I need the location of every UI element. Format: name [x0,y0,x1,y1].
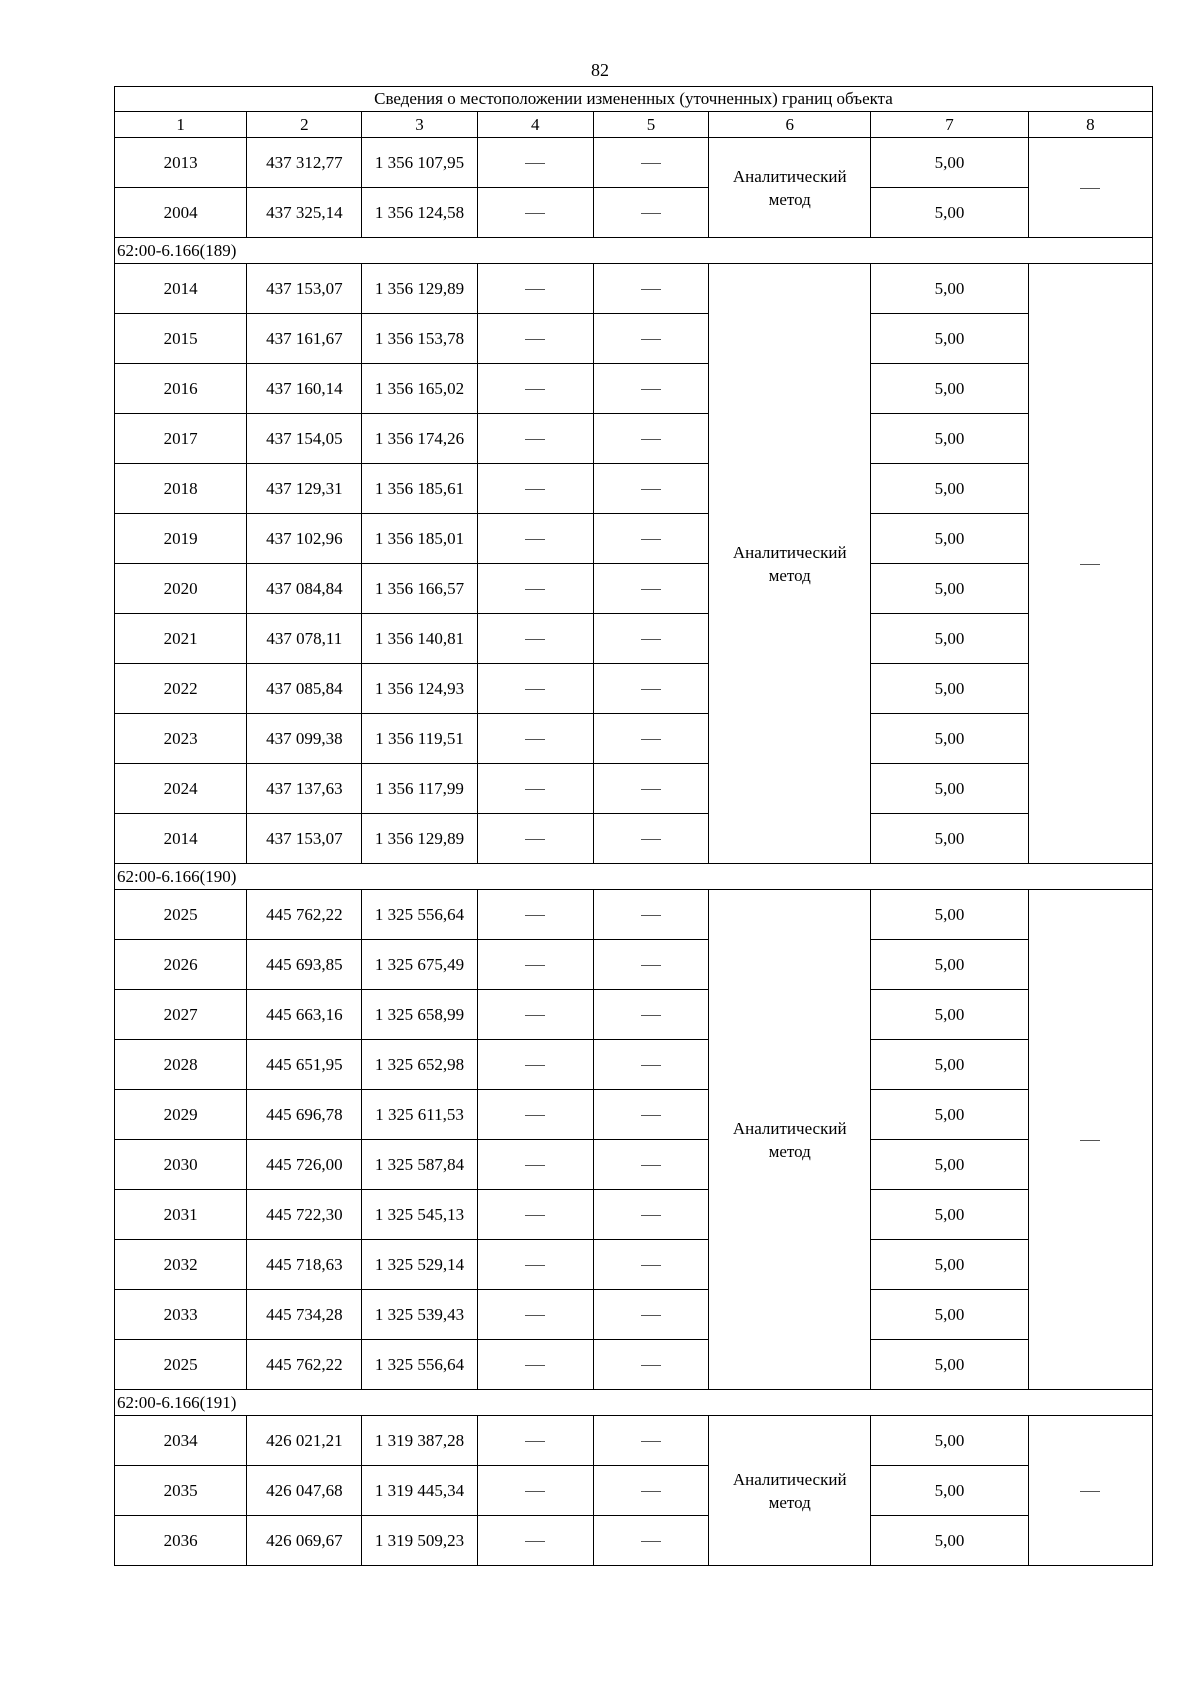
x-coordinate-cell: 437 160,14 [247,364,362,414]
dash [641,739,661,740]
dash [525,289,545,290]
column-number-row [115,112,1153,138]
point-number-cell: 2024 [115,764,247,814]
method-line-2: метод [768,565,811,585]
column-4-cell [477,264,593,314]
dash [525,163,545,164]
dash [525,589,545,590]
column-5-cell [593,890,708,940]
column-5-cell [593,188,708,238]
y-coordinate-cell: 1 356 174,26 [362,414,477,464]
column-5-cell [593,138,708,188]
point-number-cell: 2022 [115,664,247,714]
dash [525,739,545,740]
dash [525,1065,545,1066]
y-coordinate-cell: 1 325 539,43 [362,1290,477,1340]
point-number-cell: 2036 [115,1516,247,1566]
y-coordinate-cell: 1 356 117,99 [362,764,477,814]
x-coordinate-cell: 445 762,22 [247,890,362,940]
column-4-cell [477,614,593,664]
dash [525,639,545,640]
column-5-cell [593,314,708,364]
column-4-cell [477,1140,593,1190]
table-row [115,1190,1153,1240]
column-5-cell [593,1240,708,1290]
point-number-cell: 2031 [115,1190,247,1240]
point-number-cell: 2027 [115,990,247,1040]
x-coordinate-cell: 445 663,16 [247,990,362,1040]
accuracy-cell: 5,00 [871,1466,1028,1516]
dash [525,1165,545,1166]
y-coordinate-cell: 1 319 445,34 [362,1466,477,1516]
dash [641,1365,661,1366]
table-row [115,814,1153,864]
table-row [115,364,1153,414]
column-4-cell [477,664,593,714]
point-number-cell: 2018 [115,464,247,514]
dash [525,1315,545,1316]
table-caption-row [115,87,1153,112]
accuracy-cell: 5,00 [871,990,1028,1040]
boundary-coordinates-table [114,86,1153,1566]
column-4-cell [477,1190,593,1240]
x-coordinate-cell: 437 153,07 [247,264,362,314]
accuracy-cell: 5,00 [871,138,1028,188]
point-number-cell: 2014 [115,264,247,314]
method-line-1: Аналитический [732,166,847,186]
accuracy-cell: 5,00 [871,1416,1028,1466]
table-row [115,414,1153,464]
table-row [115,664,1153,714]
y-coordinate-cell: 1 356 124,58 [362,188,477,238]
x-coordinate-cell: 445 693,85 [247,940,362,990]
accuracy-cell: 5,00 [871,714,1028,764]
dash [641,789,661,790]
dash [525,213,545,214]
table-row [115,764,1153,814]
accuracy-cell: 5,00 [871,1090,1028,1140]
y-coordinate-cell: 1 319 509,23 [362,1516,477,1566]
dash [641,1315,661,1316]
x-coordinate-cell: 437 129,31 [247,464,362,514]
dash [525,1265,545,1266]
y-coordinate-cell: 1 356 129,89 [362,814,477,864]
column-5-cell [593,940,708,990]
table-row [115,890,1153,940]
accuracy-cell: 5,00 [871,1190,1028,1240]
point-number-cell: 2013 [115,138,247,188]
accuracy-cell: 5,00 [871,890,1028,940]
y-coordinate-cell: 1 325 652,98 [362,1040,477,1090]
section-label: 62:00-6.166(190) [115,864,1153,890]
table-row [115,188,1153,238]
x-coordinate-cell: 437 312,77 [247,138,362,188]
point-number-cell: 2019 [115,514,247,564]
accuracy-cell: 5,00 [871,664,1028,714]
accuracy-cell: 5,00 [871,814,1028,864]
dash [525,689,545,690]
method-line-1: Аналитический [732,542,847,562]
dash [641,439,661,440]
accuracy-cell: 5,00 [871,1140,1028,1190]
dash [641,539,661,540]
point-number-cell: 2004 [115,188,247,238]
dash [525,915,545,916]
column-number: 3 [362,112,477,138]
column-4-cell [477,464,593,514]
dash [1080,1140,1100,1141]
accuracy-cell: 5,00 [871,1240,1028,1290]
column-4-cell [477,940,593,990]
y-coordinate-cell: 1 356 140,81 [362,614,477,664]
dash [641,915,661,916]
dash [641,639,661,640]
dash [641,1165,661,1166]
dash [641,1015,661,1016]
column-4-cell [477,714,593,764]
accuracy-cell: 5,00 [871,464,1028,514]
dash [1080,564,1100,565]
section-label-row [115,238,1153,264]
y-coordinate-cell: 1 356 185,61 [362,464,477,514]
column-4-cell [477,814,593,864]
x-coordinate-cell: 445 726,00 [247,1140,362,1190]
column-4-cell [477,890,593,940]
method-line-1: Аналитический [732,1118,847,1138]
column-5-cell [593,1290,708,1340]
dash [525,489,545,490]
dash [641,1441,661,1442]
table-row [115,940,1153,990]
column-number: 4 [477,112,593,138]
accuracy-cell: 5,00 [871,188,1028,238]
y-coordinate-cell: 1 356 129,89 [362,264,477,314]
column-5-cell [593,764,708,814]
section-label-row [115,864,1153,890]
column-5-cell [593,264,708,314]
dash [525,839,545,840]
table-row [115,1040,1153,1090]
dash [641,1265,661,1266]
x-coordinate-cell: 445 718,63 [247,1240,362,1290]
column-5-cell [593,1416,708,1466]
column-5-cell [593,664,708,714]
x-coordinate-cell: 437 154,05 [247,414,362,464]
accuracy-cell: 5,00 [871,940,1028,990]
column-4-cell [477,1516,593,1566]
column-5-cell [593,1516,708,1566]
y-coordinate-cell: 1 325 556,64 [362,890,477,940]
column-4-cell [477,1416,593,1466]
y-coordinate-cell: 1 319 387,28 [362,1416,477,1466]
table-row [115,138,1153,188]
dash [525,1491,545,1492]
y-coordinate-cell: 1 356 107,95 [362,138,477,188]
x-coordinate-cell: 445 722,30 [247,1190,362,1240]
x-coordinate-cell: 437 102,96 [247,514,362,564]
point-number-cell: 2033 [115,1290,247,1340]
dash [641,489,661,490]
x-coordinate-cell: 426 021,21 [247,1416,362,1466]
accuracy-cell: 5,00 [871,364,1028,414]
method-cell [709,138,871,238]
table-caption: Сведения о местоположении измененных (уточненных) границ объекта [115,87,1153,112]
y-coordinate-cell: 1 325 529,14 [362,1240,477,1290]
column-4-cell [477,514,593,564]
column-5-cell [593,814,708,864]
point-number-cell: 2023 [115,714,247,764]
method-line-2: метод [768,1141,811,1161]
accuracy-cell: 5,00 [871,764,1028,814]
column-number: 7 [871,112,1028,138]
x-coordinate-cell: 437 099,38 [247,714,362,764]
dash [525,789,545,790]
point-number-cell: 2015 [115,314,247,364]
point-number-cell: 2032 [115,1240,247,1290]
table-row [115,264,1153,314]
column-4-cell [477,1290,593,1340]
table-row [115,1516,1153,1566]
dash [525,1015,545,1016]
x-coordinate-cell: 445 651,95 [247,1040,362,1090]
y-coordinate-cell: 1 325 545,13 [362,1190,477,1240]
table-row [115,1090,1153,1140]
x-coordinate-cell: 445 762,22 [247,1340,362,1390]
x-coordinate-cell: 437 153,07 [247,814,362,864]
column-number: 6 [709,112,871,138]
dash [641,1215,661,1216]
y-coordinate-cell: 1 325 587,84 [362,1140,477,1190]
column-4-cell [477,314,593,364]
y-coordinate-cell: 1 356 124,93 [362,664,477,714]
dash [641,839,661,840]
table-row [115,1340,1153,1390]
x-coordinate-cell: 426 047,68 [247,1466,362,1516]
column-5-cell [593,364,708,414]
column-5-cell [593,1040,708,1090]
dash [641,163,661,164]
column-5-cell [593,514,708,564]
point-number-cell: 2035 [115,1466,247,1516]
table-row [115,464,1153,514]
table-row [115,1140,1153,1190]
point-number-cell: 2029 [115,1090,247,1140]
column-5-cell [593,714,708,764]
table-row [115,614,1153,664]
column-4-cell [477,138,593,188]
dash [641,589,661,590]
column-4-cell [477,1090,593,1140]
dash [641,965,661,966]
dash [641,689,661,690]
accuracy-cell: 5,00 [871,264,1028,314]
point-number-cell: 2014 [115,814,247,864]
page-number: 82 [591,60,609,80]
column-5-cell [593,1466,708,1516]
dash [1080,188,1100,189]
column-number: 8 [1028,112,1152,138]
column-5-cell [593,464,708,514]
column-8-cell [1028,890,1152,1390]
dash [641,389,661,390]
dash [525,439,545,440]
column-5-cell [593,990,708,1040]
column-4-cell [477,1040,593,1090]
column-8-cell [1028,138,1152,238]
column-5-cell [593,1340,708,1390]
dash [525,1441,545,1442]
column-5-cell [593,564,708,614]
column-4-cell [477,764,593,814]
table-row [115,1466,1153,1516]
x-coordinate-cell: 426 069,67 [247,1516,362,1566]
y-coordinate-cell: 1 356 165,02 [362,364,477,414]
column-5-cell [593,614,708,664]
column-5-cell [593,1090,708,1140]
dash [525,1215,545,1216]
table-row [115,314,1153,364]
column-4-cell [477,564,593,614]
table-row [115,714,1153,764]
point-number-cell: 2017 [115,414,247,464]
y-coordinate-cell: 1 356 119,51 [362,714,477,764]
table-row [115,990,1153,1040]
point-number-cell: 2028 [115,1040,247,1090]
column-4-cell [477,1466,593,1516]
x-coordinate-cell: 437 161,67 [247,314,362,364]
x-coordinate-cell: 445 696,78 [247,1090,362,1140]
x-coordinate-cell: 437 325,14 [247,188,362,238]
method-line-1: Аналитический [732,1469,847,1489]
y-coordinate-cell: 1 325 675,49 [362,940,477,990]
method-cell [709,890,871,1390]
method-line-2: метод [768,189,811,209]
x-coordinate-cell: 437 137,63 [247,764,362,814]
point-number-cell: 2025 [115,1340,247,1390]
point-number-cell: 2020 [115,564,247,614]
column-5-cell [593,414,708,464]
accuracy-cell: 5,00 [871,1340,1028,1390]
point-number-cell: 2026 [115,940,247,990]
accuracy-cell: 5,00 [871,314,1028,364]
y-coordinate-cell: 1 325 556,64 [362,1340,477,1390]
table-row [115,1290,1153,1340]
y-coordinate-cell: 1 356 153,78 [362,314,477,364]
dash [641,289,661,290]
dash [1080,1491,1100,1492]
dash [641,1065,661,1066]
column-8-cell [1028,1416,1152,1566]
point-number-cell: 2016 [115,364,247,414]
dash [641,1541,661,1542]
accuracy-cell: 5,00 [871,1516,1028,1566]
point-number-cell: 2021 [115,614,247,664]
dash [525,1365,545,1366]
accuracy-cell: 5,00 [871,1290,1028,1340]
column-4-cell [477,414,593,464]
point-number-cell: 2025 [115,890,247,940]
column-4-cell [477,364,593,414]
y-coordinate-cell: 1 325 611,53 [362,1090,477,1140]
column-4-cell [477,990,593,1040]
table-row [115,1416,1153,1466]
column-number: 1 [115,112,247,138]
x-coordinate-cell: 437 084,84 [247,564,362,614]
method-cell [709,264,871,864]
column-number: 2 [247,112,362,138]
accuracy-cell: 5,00 [871,1040,1028,1090]
section-label: 62:00-6.166(189) [115,238,1153,264]
section-label: 62:00-6.166(191) [115,1390,1153,1416]
x-coordinate-cell: 437 085,84 [247,664,362,714]
method-cell [709,1416,871,1566]
point-number-cell: 2030 [115,1140,247,1190]
column-4-cell [477,1340,593,1390]
y-coordinate-cell: 1 356 185,01 [362,514,477,564]
method-line-2: метод [768,1492,811,1512]
column-4-cell [477,188,593,238]
x-coordinate-cell: 437 078,11 [247,614,362,664]
dash [525,965,545,966]
column-number: 5 [593,112,708,138]
point-number-cell: 2034 [115,1416,247,1466]
y-coordinate-cell: 1 356 166,57 [362,564,477,614]
accuracy-cell: 5,00 [871,614,1028,664]
accuracy-cell: 5,00 [871,564,1028,614]
y-coordinate-cell: 1 325 658,99 [362,990,477,1040]
dash [525,339,545,340]
dash [525,389,545,390]
column-8-cell [1028,264,1152,864]
dash [641,213,661,214]
dash [525,539,545,540]
column-5-cell [593,1190,708,1240]
dash [641,339,661,340]
dash [641,1491,661,1492]
table-row [115,514,1153,564]
dash [641,1115,661,1116]
dash [525,1115,545,1116]
x-coordinate-cell: 445 734,28 [247,1290,362,1340]
accuracy-cell: 5,00 [871,414,1028,464]
table-row [115,1240,1153,1290]
column-4-cell [477,1240,593,1290]
column-5-cell [593,1140,708,1190]
section-label-row [115,1390,1153,1416]
table-row [115,564,1153,614]
dash [525,1541,545,1542]
accuracy-cell: 5,00 [871,514,1028,564]
